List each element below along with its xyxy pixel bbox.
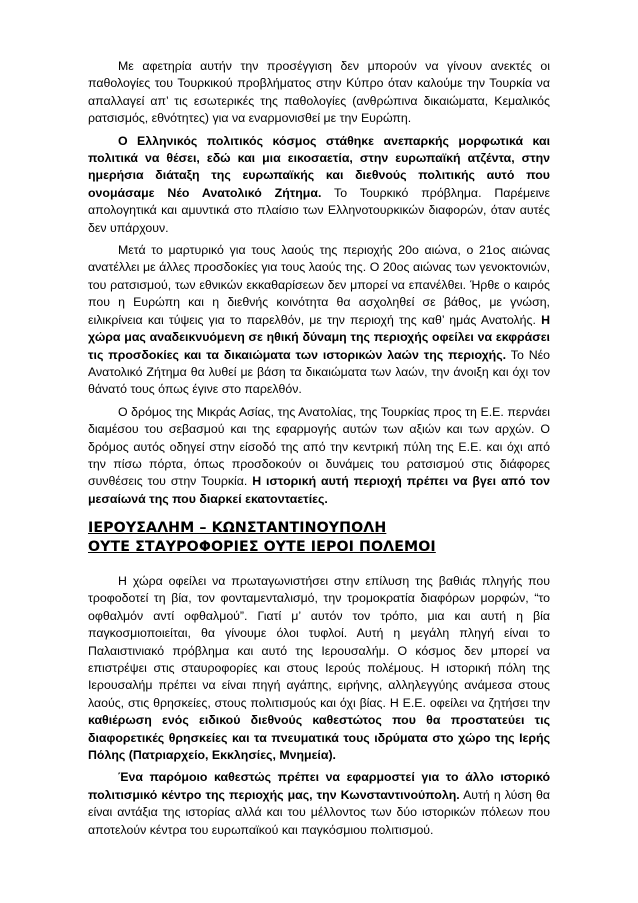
- section-heading-line-2: ΟΥΤΕ ΣΤΑΥΡΟΦΟΡΙΕΣ ΟΥΤΕ ΙΕΡΟΙ ΠΟΛΕΜΟΙ: [88, 539, 436, 555]
- paragraph-4: [88, 404, 550, 508]
- paragraph-text: Με αφετηρία αυτήν την προσέγγιση δεν μπορούν να γίνουν ανεκτές οι παθολογίες του Τουρκικού προβλήματος στην Κύπρο όταν καλούμε την Τουρκία να απαλλαγεί απ’ τις εσωτερικές της παθολογίες (ανθρώπινα δικαιώματα, Κεμαλικός ρατσισμός, εθνότητες) για να εναρμονισθεί με την Ευρώπη.: [88, 59, 550, 126]
- section-heading: [88, 519, 550, 557]
- paragraph-6: [88, 769, 550, 839]
- paragraph-text: Μετά το μαρτυρικό για τους λαούς της περιοχής 20ο αιώνα, ο 21ος αιώνας ανατέλλει με άλλες προσδοκίες για τους λαούς της. Ο 20ος αιώνας των γενοκτονιών, του ρατσισμού, των εθνικών εκκαθαρίσεων δεν μπορεί να επανέλθει. Ήρθε ο καιρός που η Ευρώπη και η διεθνής κοινότητα θα ασχοληθεί σε βάθος, με γνώση, ειλικρίνεια και τύψεις για το παρελθόν, με την περιοχή της καθ’ ημάς Ανατολής.: [88, 243, 550, 327]
- paragraph-3: [88, 242, 550, 399]
- paragraph-5: [88, 573, 550, 764]
- paragraph-text: Η χώρα οφείλει να πρωταγωνιστήσει στην επίλυση της βαθιάς πληγής που τροφοδοτεί τη βία, τον φονταμενταλισμό, την τρομοκρατία διαφόρων μορφών, “το οφθαλμόν αντί οφθαλμού”. Γιατί μ’ αυτόν τον τρόπο, μια και αυτή η βία παγκοσμιοποιείται, θα γίνουμε όλοι τυφλοί. Αυτή η μεγάλη πληγή είναι το Παλαιστινιακό πρόβλημα και αυτό της Ιερουσαλήμ. Ο κόσμος δεν μπορεί να επιστρέψει στις σταυροφορίες και στους Ιερούς πολέμους. Η ιστορική πόλη της Ιερουσαλήμ πρέπει να είναι πηγή αγάπης, ειρήνης, αλληλεγγύης ανάμεσα στους λαούς, στις θρησκείες, στους πολιτισμούς και όχι βίας. Η Ε.Ε. οφείλει να ζητήσει την: [88, 574, 550, 710]
- paragraph-text: Το Τουρκικό πρόβλημα. Παρέμεινε απολογητικά και αμυντικά στο πλαίσιο των Ελληνοτουρκικών διαφορών, όταν αυτές δεν υπάρχουν.: [88, 185, 550, 235]
- section-heading-line-1: ΙΕΡΟΥΣΑΛΗΜ – ΚΩΝΣΤΑΝΤΙΝΟΥΠΟΛΗ: [88, 520, 387, 536]
- paragraph-text: Ο δρόμος της Μικράς Ασίας, της Ανατολίας, της Τουρκίας προς τη Ε.Ε. περνάει διαμέσου του σεβασμού και της εφαρμογής αυτών των αξιών και των αρχών. Ο δρόμος αυτός οδηγεί στην είσοδό της από την κεντρική πύλη της Ε.Ε. και όχι από την πίσω πόρτα, όπως προσδοκούν οι δυνάμεις του ρατσισμού στις διάφορες συνθέσεις του στην Τουρκία.: [88, 404, 550, 489]
- paragraph-bold-text: Ένα παρόμοιο καθεστώς πρέπει να εφαρμοστεί για το άλλο ιστορικό πολιτισμικό κέντρο της περιοχής μας, την Κωνσταντινούπολη.: [88, 770, 550, 802]
- paragraph-text: Το Νέο Ανατολικό Ζήτημα θα λυθεί με βάση τα δικαιώματα των λαών, την άνοιξη και όχι τον θάνατό τους όπως έγινε στο παρελθόν.: [88, 347, 550, 397]
- text-block-bottom: [88, 573, 550, 844]
- paragraph-bold-text: Η χώρα μας αναδεικνυόμενη σε ηθική δύναμη της περιοχής οφείλει να εκφράσει τις προσδοκίες και τα δικαιώματα των ιστορικών λαών της περιοχής.: [88, 312, 551, 362]
- paragraph-1: [88, 58, 550, 128]
- paragraph-bold-text: καθιέρωση ενός ειδικού διεθνούς καθεστώτος που θα προστατεύει τις διαφορετικές θρησκείες και τα πνευματικά τους ιδρύματα στο χώρο της Ιερής Πόλης (Πατριαρχείο, Εκκλησίες, Μνημεία).: [88, 713, 550, 763]
- paragraph-bold-text: Ο Ελληνικός πολιτικός κόσμος στάθηκε ανεπαρκής μορφωτικά και πολιτικά να θέσει, εδώ και μια εικοσαετία, στην ευρωπαϊκή ατζέντα, στην ημερήσια διάταξη της ευρωπαϊκής και διεθνούς πολιτικής αυτό που ονομάσαμε Νέο Ανατολικό Ζήτημα.: [88, 133, 550, 200]
- paragraph-2: [88, 133, 550, 237]
- paragraph-text: Αυτή η λύση θα είναι αντάξια της ιστορίας αλλά και του μέλλοντος των δύο ιστορικών πόλεων που αποτελούν κέντρα του ευρωπαϊκού και παγκόσμιου πολιτισμού.: [88, 787, 550, 837]
- text-block-top: [88, 58, 550, 513]
- paragraph-bold-text: Η ιστορική αυτή περιοχή πρέπει να βγει από τον μεσαίωνά της που διαρκεί εκατονταετίες.: [88, 474, 550, 506]
